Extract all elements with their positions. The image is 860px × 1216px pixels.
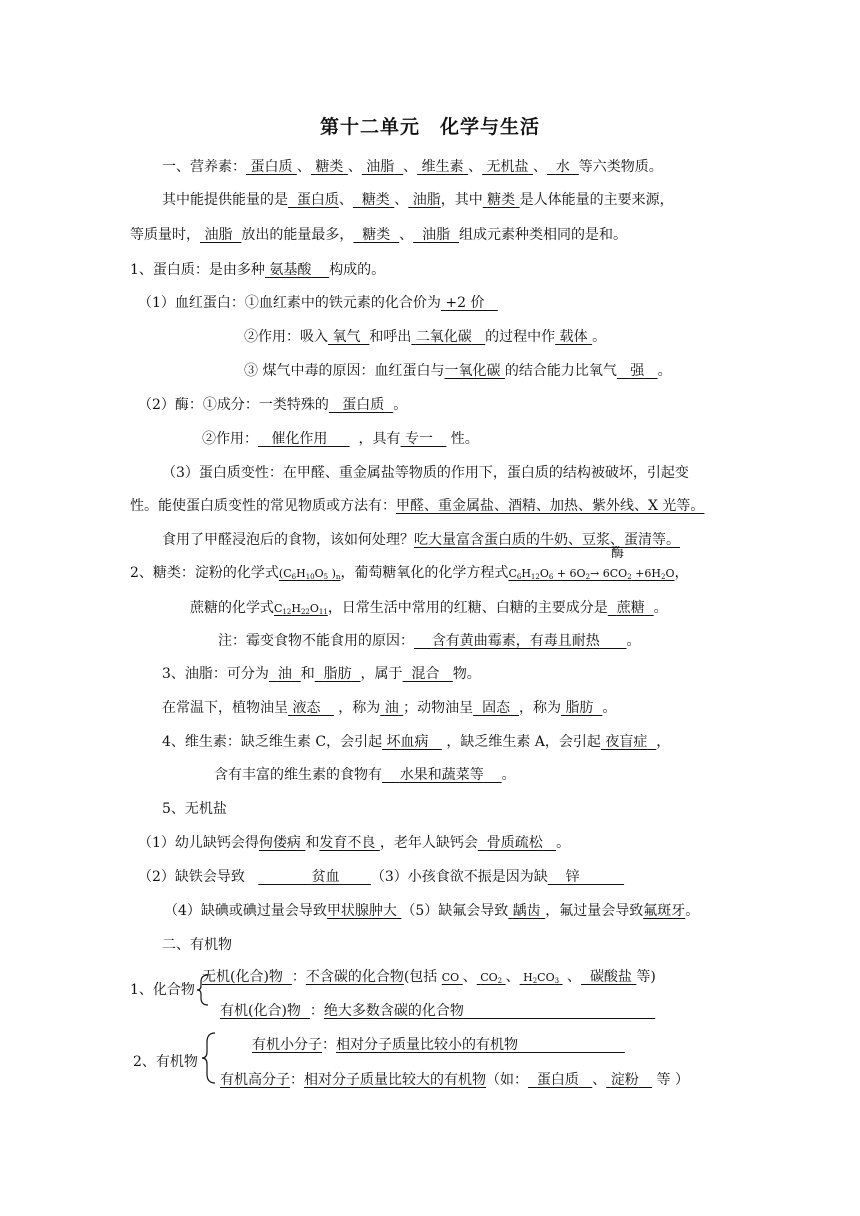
protein-line-7: （3）蛋白质变性：在甲醛、重金属盐等物质的作用下，蛋白质的结构被破坏，引起变: [162, 465, 689, 481]
protein-line-6: ②作用： 催化作用 ，具有 专一 性。: [202, 431, 479, 447]
mineral-line-1: （1）幼儿缺钙会得佝偻病 和发育不良 ，老年人缺钙会 骨质疏松 。: [138, 835, 571, 851]
protein-line-4: ③ 煤气中毒的原因：血红蛋白与一氧化碳 的结合能力比氧气 强 。: [244, 363, 672, 379]
fat-line-2: 在常温下，植物油呈 液态 ，称为 油 ；动物油呈 固态 ，称为 脂肪 。: [162, 700, 617, 716]
protein-line-9: 食用了甲醛浸泡后的食物，该如何处理？吃大量富含蛋白质的牛奶、豆浆、蛋清等。: [162, 532, 680, 548]
page-title: 第十二单元 化学与生活: [320, 116, 541, 138]
organic-title: 二、有机物: [162, 937, 232, 953]
inorganic-compound-row: 无机(化合)物 ：不含碳的化合物(包括 CO 、 $CO_2$ 、 $H_2CO_3$ 、 碳酸盐 等): [202, 969, 656, 985]
protein-line-1: 1、蛋白质：是由多种 氨基酸 构成的。: [130, 262, 386, 278]
fat-line-1: 3、油脂：可分为 油 和 脂肪 ，属于 混合 物。: [162, 666, 481, 682]
protein-line-5: （2）酶：①成分：一类特殊的 蛋白质 。: [138, 397, 408, 413]
protein-line-3: ②作用：吸入 氧气 和呼出 二氧化碳 的过程中作 载体 。: [244, 329, 607, 345]
organic-compound-row: 有机(化合)物 ：绝大多数含碳的化合物: [220, 1003, 464, 1019]
small-molecule-row: 有机小分子：相对分子质量比较小的有机物: [252, 1037, 518, 1053]
mineral-line-2: （2）缺铁会导致 贫血 （3）小孩食欲不振是因为缺 锌: [138, 869, 580, 885]
mineral-title: 5、无机盐: [162, 801, 227, 817]
organic-brace: [201, 1032, 217, 1084]
compound-label: 1、化合物: [130, 982, 195, 998]
nutrients-line-1: 一、营养素： 蛋白质 、 糖类 、 油脂 、 维生素 、 无机盐 、 水 等六类物质。: [162, 159, 663, 175]
nutrients-line-2: 其中能提供能量的是 蛋白质、 糖类 、 油脂，其中 糖类 是人体能量的主要来源，: [162, 192, 674, 208]
sugar-line-2: 蔗糖的化学式$C_{12}H_{22}O_{11}$，日常生活中常用的红糖、白糖的主要成分是 蔗糖 。: [190, 600, 668, 616]
nutrients-line-3: 等质量时， 油脂 放出的能量最多， 糖类 、 油脂 组成元素种类相同的是和。: [130, 227, 627, 243]
sugar-line-1: 2、糖类：淀粉的化学式($C_6H_{10}O_5$ )$_n$，葡萄糖氧化的化学方程式$C_6H_{12}O_6 + 6O_2\to 6CO_2 +6H_2O$，: [130, 565, 689, 581]
organic-label: 2、有机物: [133, 1054, 198, 1070]
vitamin-line-1: 4、维生素：缺乏维生素 C，会引起 坏血病 ，缺乏维生素 A，会引起 夜盲症 ，: [162, 734, 671, 750]
protein-line-2: （1）血红蛋白：①血红素中的铁元素的化合价为 +2 价: [138, 295, 485, 311]
protein-line-8: 性。能使蛋白质变性的常见物质或方法有：甲醛、重金属盐、酒精、加热、紫外线、X 光等。: [130, 498, 705, 514]
mineral-line-3: （4）缺碘或碘过量会导致甲状腺肿大 （5）缺氟会导致 龋齿 ，氟过量会导致氟斑牙。: [164, 903, 700, 919]
sugar-note: 注：霉变食物不能食用的原因： 含有黄曲霉素，有毒且耐热 。: [218, 633, 641, 649]
macromolecule-row: 有机高分子：相对分子质量比较大的有机物（如： 蛋白质 、 淀粉 等 ）: [220, 1072, 689, 1088]
enzyme-label: 酶: [611, 546, 625, 561]
vitamin-line-2: 含有丰富的维生素的食物有 水果和蔬菜等 。: [214, 767, 516, 783]
